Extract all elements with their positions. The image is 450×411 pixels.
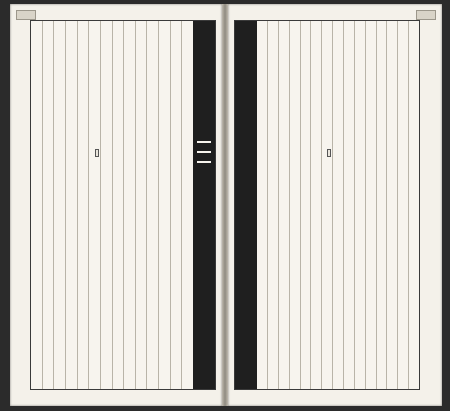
strip-divider: [197, 141, 211, 143]
left-title-strip: [193, 21, 215, 389]
open-book: [10, 4, 442, 406]
text-column: [408, 21, 419, 389]
text-column: [300, 21, 311, 389]
text-column: [146, 21, 158, 389]
text-column: [267, 21, 278, 389]
left-page: [10, 4, 222, 406]
strip-divider: [197, 151, 211, 153]
left-page-columns: [31, 21, 193, 389]
text-column: [354, 21, 365, 389]
text-column: [257, 21, 267, 389]
text-column: [112, 21, 124, 389]
text-column: [376, 21, 387, 389]
text-column: [343, 21, 354, 389]
text-column: [158, 21, 170, 389]
text-column: [181, 21, 193, 389]
text-column: [100, 21, 112, 389]
section-heading: [327, 149, 331, 157]
text-column: [31, 21, 42, 389]
text-column: [321, 21, 332, 389]
text-column: [397, 21, 408, 389]
text-column: [332, 21, 343, 389]
section-heading: [95, 149, 99, 157]
text-column: [135, 21, 147, 389]
page-corner: [16, 10, 36, 20]
right-title-strip: [235, 21, 257, 389]
text-column: [65, 21, 77, 389]
text-column: [170, 21, 182, 389]
text-column: [42, 21, 54, 389]
text-column: [365, 21, 376, 389]
text-column: [88, 21, 100, 389]
right-page: [228, 4, 442, 406]
right-page-columns: [257, 21, 419, 389]
text-column: [386, 21, 397, 389]
text-column: [278, 21, 289, 389]
left-page-frame: [30, 20, 216, 390]
text-column: [53, 21, 65, 389]
text-column: [123, 21, 135, 389]
right-page-frame: [234, 20, 420, 390]
strip-divider: [197, 161, 211, 163]
text-column: [77, 21, 89, 389]
text-column: [310, 21, 321, 389]
page-corner: [416, 10, 436, 20]
text-column: [289, 21, 300, 389]
